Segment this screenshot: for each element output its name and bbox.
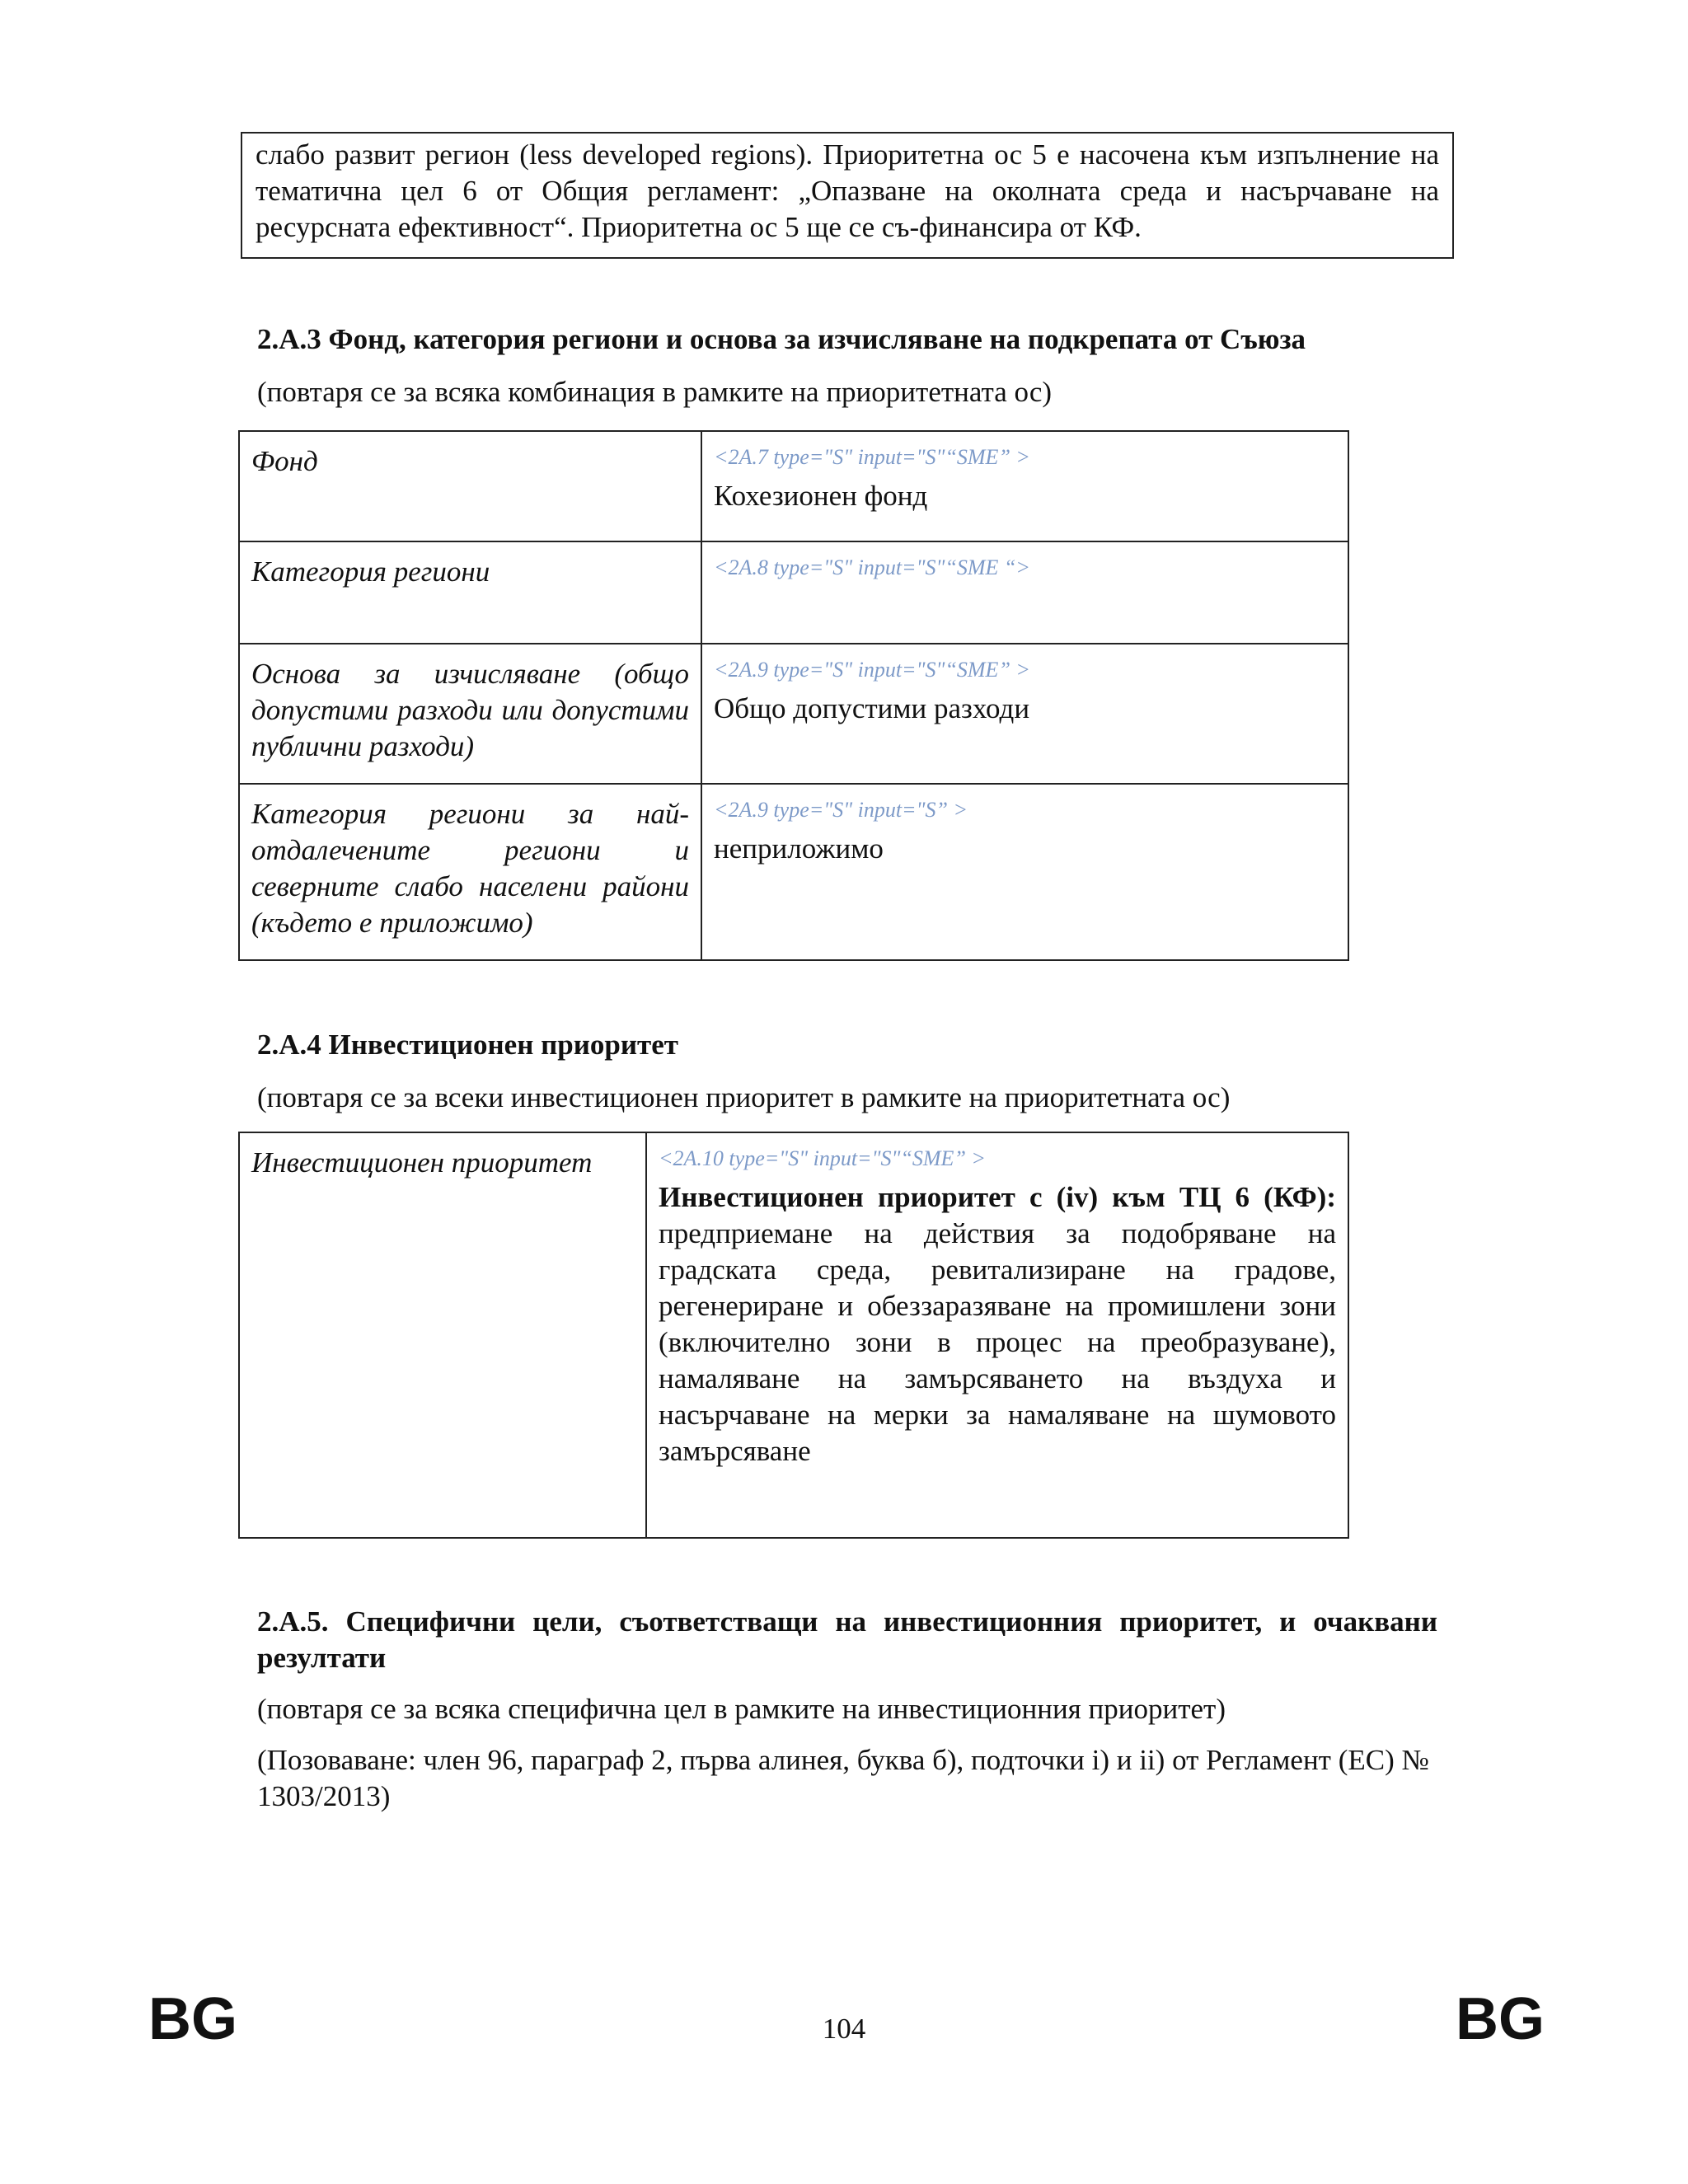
field-tag: <2A.7 type="S" input="S"“SME” > (714, 445, 1030, 469)
row-value: Кохезионен фонд (714, 480, 928, 512)
row-value: Общо допустими разходи (714, 692, 1030, 724)
field-tag: <2A.9 type="S" input="S"“SME” > (714, 658, 1030, 682)
row-value: неприложимо (714, 832, 884, 865)
intro-text-box (241, 132, 1454, 259)
table-row (239, 1132, 1348, 1538)
field-tag: <2A.9 type="S" input="S” > (714, 798, 968, 822)
row-label: Инвестиционен приоритет (239, 1132, 646, 1538)
fund-table (238, 430, 1349, 961)
row-value-cell (701, 431, 1348, 541)
section-2a3-number: 2.A.3 (257, 323, 321, 355)
section-2a5-heading: 2.A.5. Специфични цели, съответстващи на инвестиционния приоритет, и очаквани резултати (257, 1605, 1437, 1674)
priority-bold-label: Инвестиционен приоритет с (iv) към ТЦ 6 (КФ): (659, 1181, 1336, 1213)
section-2a4-number: 2.A.4 (257, 1029, 321, 1061)
table-row (239, 541, 1348, 644)
page-number: 104 (822, 2013, 866, 2045)
row-value (659, 1179, 1336, 1469)
investment-priority-table (238, 1132, 1349, 1539)
row-label: Основа за изчисляване (общо допустими разходи или допустими публични разходи) (239, 644, 701, 784)
table-row (239, 784, 1348, 960)
field-tag: <2A.10 type="S" input="S"“SME” > (659, 1146, 986, 1170)
row-value-cell (701, 541, 1348, 644)
section-2a4-subtitle: (повтаря се за всеки инвестиционен приоритет в рамките на приоритетната ос) (257, 1081, 1231, 1113)
table-row (239, 431, 1348, 541)
row-label: Фонд (239, 431, 701, 541)
footer-language-code-right: BG (1456, 1986, 1545, 2052)
row-label: Категория региони за най-отдалечените региони и северните слабо населени райони (където е приложимо) (239, 784, 701, 960)
row-label: Категория региони (239, 541, 701, 644)
section-2a4-title: Инвестиционен приоритет (328, 1029, 678, 1061)
priority-description: предприемане на действия за подобряване на градската среда, ревитализиране на градове, регенериране и обеззаразяване на промишлени зони (включително зони в процес на преобразуване), намаляване на замърсяването на въздуха и насърчаване на мерки за намаляване на шумовото замърсяване (659, 1217, 1336, 1467)
row-value-cell (646, 1132, 1348, 1538)
section-2a3-subtitle: (повтаря се за всяка комбинация в рамките на приоритетната ос) (257, 376, 1053, 408)
intro-text: слабо развит регион (less developed regions). Приоритетна ос 5 е насочена към изпълнение на тематична цел 6 от Общия регламент: „Опазване на околната среда и насърчаване на ресурсната ефективност“. Приоритетна ос 5 ще се съ-финансира от КФ. (256, 138, 1439, 243)
field-tag: <2A.8 type="S" input="S"“SME “> (714, 555, 1030, 579)
section-2a5-subtitle-2: (Позоваване: член 96, параграф 2, първа алинея, буква б), подточки i) и ii) от Регламент (ЕС) № 1303/2013) (257, 1744, 1429, 1812)
section-2a3-title: Фонд, категория региони и основа за изчисляване на подкрепата от Съюза (328, 323, 1306, 355)
footer-language-code-left: BG (148, 1986, 237, 2052)
row-value-cell (701, 644, 1348, 784)
section-2a4-heading (257, 1027, 678, 1063)
section-2a5-subtitle-1: (повтаря се за всяка специфична цел в рамките на инвестиционния приоритет) (257, 1693, 1226, 1725)
section-2a3-heading (257, 321, 1306, 358)
row-value-cell (701, 784, 1348, 960)
table-row (239, 644, 1348, 784)
